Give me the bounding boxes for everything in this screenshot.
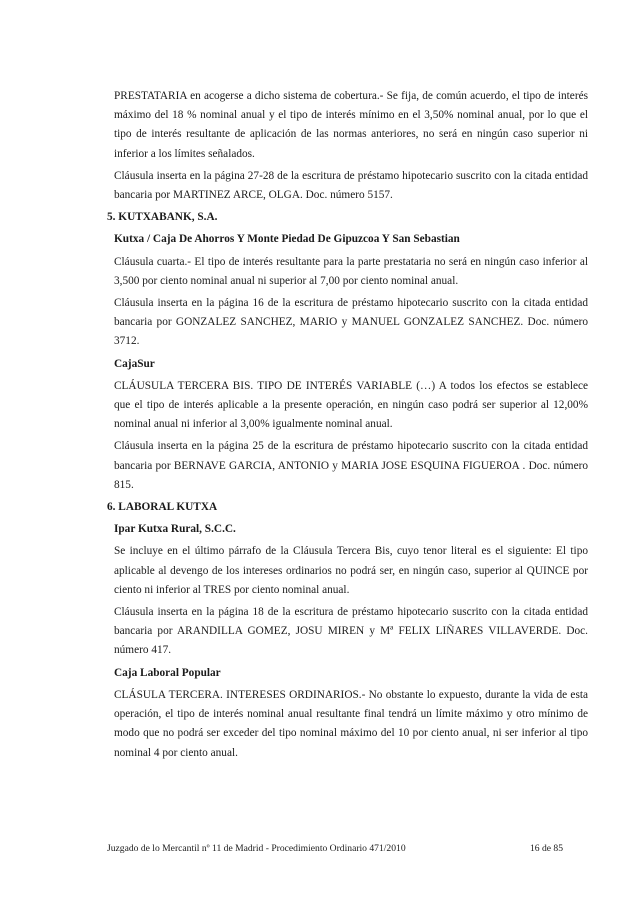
subheading-kutxa: Kutxa / Caja De Ahorros Y Monte Piedad De Gipuzcoa Y San Sebastian (114, 233, 460, 246)
footer-court-reference: Juzgado de lo Mercantil nº 11 de Madrid - Procedimiento Ordinario 471/2010 (107, 843, 406, 854)
paragraph-clause-reference: Cláusula inserta en la página 25 de la escritura de préstamo hipotecario suscrito con la citada entidad bancaria por BERNAVE GARCIA, ANTONIO y MARIA JOSE ESQUINA FIGUEROA . Doc. número 815. (114, 440, 588, 491)
subheading-cajasur: CajaSur (114, 357, 155, 370)
page-number: 16 de 85 (529, 843, 563, 854)
paragraph-prestataria: PRESTATARIA en acogerse a dicho sistema de cobertura.- Se fija, de común acuerdo, el tipo de interés máximo del 18 % nominal anual y el tipo de interés mínimo en el 3,50% nominal anual, por lo que el tipo de interés resultante de aplicación de las normas anteriores, no será en ningún caso superior ni inferior a los límites señalados. (114, 90, 588, 160)
paragraph-clause-reference: Cláusula inserta en la página 16 de la escritura de préstamo hipotecario suscrito con la citada entidad bancaria por GONZALEZ SANCHEZ, MARIO y MANUEL GONZALEZ SANCHEZ. Doc. número 3712. (114, 297, 588, 348)
section-heading-kutxabank: 5. KUTXABANK, S.A. (107, 211, 218, 224)
paragraph-clausula-tercera-bis: CLÁUSULA TERCERA BIS. TIPO DE INTERÉS VARIABLE (…) A todos los efectos se establece que el tipo de interés aplicable a la presente operación, en ningún caso podrá ser superior al 12,00% nominal anual ni inferior al 3,00% igualmente nominal anual. (114, 379, 588, 431)
page-body (107, 87, 588, 766)
subheading-ipar-kutxa: Ipar Kutxa Rural, S.C.C. (114, 523, 236, 536)
paragraph-clausula-cuarta: Cláusula cuarta.- El tipo de interés resultante para la parte prestataria no será en ningún caso inferior al 3,500 por ciento nominal anual ni superior al 7,00 por ciento nominal anual. (114, 255, 588, 287)
paragraph-clause-reference: Cláusula inserta en la página 18 de la escritura de préstamo hipotecario suscrito con la citada entidad bancaria por ARANDILLA GOMEZ, JOSU MIREN y Mª FELIX LIÑARES VILLAVERDE. Doc. número 417. (114, 606, 588, 657)
paragraph-clasula-tercera: CLÁSULA TERCERA. INTERESES ORDINARIOS.- No obstante lo expuesto, durante la vida de esta operación, el tipo de interés nominal anual resultante final tendrá un límite máximo y otro mínimo de modo que no podrá ser exceder del tipo nominal máximo del 10 por ciento anual, ni ser inferior al tipo nominal 4 por ciento anual. (114, 688, 588, 759)
subheading-caja-laboral: Caja Laboral Popular (114, 666, 221, 679)
paragraph-ultimo-parrafo: Se incluye en el último párrafo de la Cláusula Tercera Bis, cuyo tenor literal es el siguiente: El tipo aplicable al devengo de los intereses ordinarios no podrá ser, en ningún caso, superior al QUINCE por ciento ni inferior al TRES por ciento nominal anual. (114, 545, 588, 596)
section-heading-laboral-kutxa: 6. LABORAL KUTXA (107, 501, 218, 514)
paragraph-clause-reference: Cláusula inserta en la página 27-28 de la escritura de préstamo hipotecario suscrito con la citada entidad bancaria por MARTINEZ ARCE, OLGA. Doc. número 5157. (114, 169, 588, 202)
